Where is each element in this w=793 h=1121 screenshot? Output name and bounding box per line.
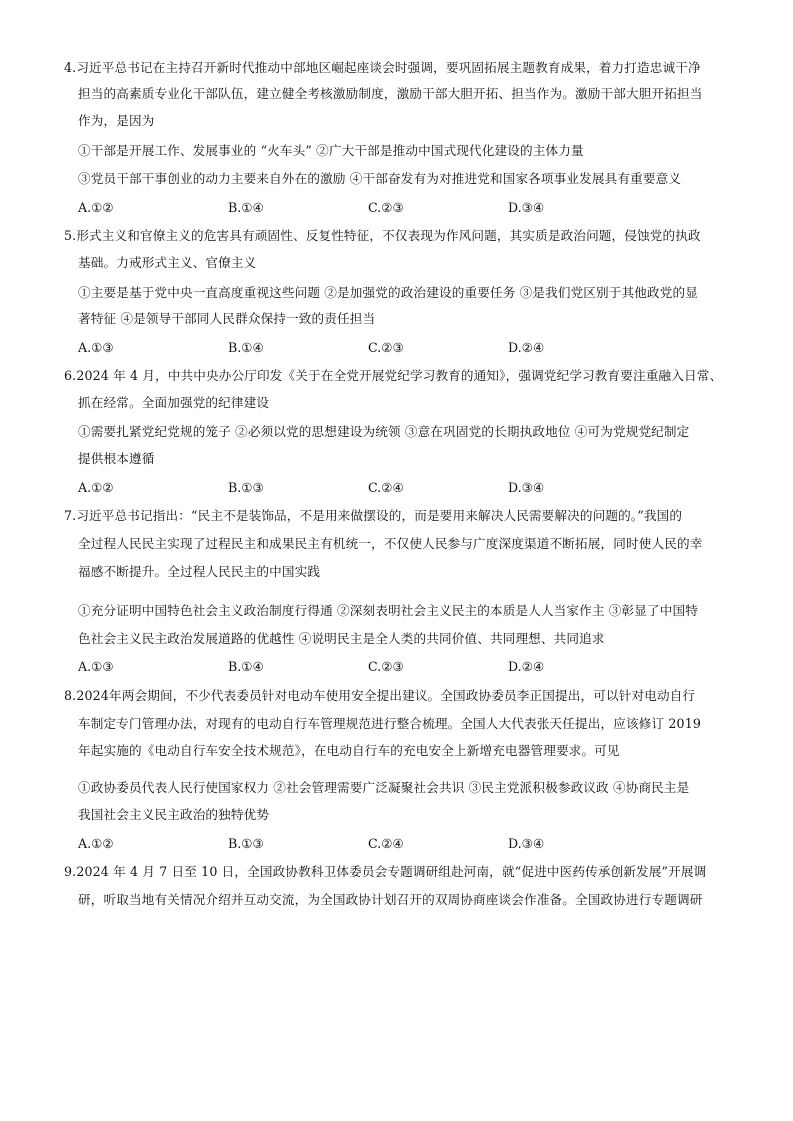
q7-line-3: 福感不断提升。全过程人民民主的中国实践 xyxy=(78,564,321,579)
q8-line-1: 8.2024年两会期间，不少代表委员针对电动车使用安全提出建议。全国政协委员李正国提出，可以针对电动自行 xyxy=(64,688,696,703)
q7-option-c: C.②③ xyxy=(368,659,404,674)
q6-line-3: ①需要扎紧党纪党规的笼子 ②必须以党的思想建设为统领 ③意在巩固党的长期执政地位 ④可为党规党纪制定 xyxy=(78,424,690,439)
q8-option-a: A.①② xyxy=(78,836,114,851)
q5-line-2: 基础。力戒形式主义、官僚主义 xyxy=(78,255,257,270)
q4-line-2: 担当的高素质专业化干部队伍，建立健全考核激励制度，激励干部大胆开拓、担当作为。激励干部大胆开拓担当 xyxy=(78,86,703,101)
q5-line-1: 5.形式主义和官僚主义的危害具有顽固性、反复性特征，不仅表现为作风问题，其实质是政治问题，侵蚀党的执政 xyxy=(64,228,701,243)
q6-line-1: 6.2024 年 4 月，中共中央办公厅印发《关于在全党开展党纪学习教育的通知》，强调党纪学习教育要注重融入日常、 xyxy=(64,368,723,383)
q8-option-c: C.②④ xyxy=(368,836,404,851)
q4-option-d: D.③④ xyxy=(508,200,545,215)
q4-option-c: C.②③ xyxy=(368,200,404,215)
q8-option-b: B.①③ xyxy=(228,836,264,851)
q7-line-5: 色社会主义民主政治发展道路的优越性 ④说明民主是全人类的共同价值、共同理想、共同追求 xyxy=(78,631,605,646)
q7-line-2: 全过程人民民主实现了过程民主和成果民主有机统一，不仅使人民参与广度深度渠道不断拓展，同时使人民的幸 xyxy=(78,536,703,551)
q8-line-5: 我国社会主义民主政治的独特优势 xyxy=(78,807,270,822)
q7-line-1: 7.习近平总书记指出：“民主不是装饰品，不是用来做摆设的，而是要用来解决人民需要解决的问题的。”我国的 xyxy=(64,508,683,523)
q5-option-c: C.②③ xyxy=(368,340,404,355)
q5-option-d: D.②④ xyxy=(508,340,545,355)
q6-option-a: A.①② xyxy=(78,480,114,495)
q4-line-5: ③党员干部干事创业的动力主要来自外在的激励 ④干部奋发有为对推进党和国家各项事业发展具有重要意义 xyxy=(78,171,682,186)
q8-line-3: 年起实施的《电动自行车安全技术规范》，在电动自行车的充电安全上新增充电器管理要求。可见 xyxy=(78,743,620,758)
q8-option-d: D.③④ xyxy=(508,836,545,851)
q8-line-4: ①政协委员代表人民行使国家权力 ②社会管理需要广泛凝聚社会共识 ③民主党派积极参政议政 ④协商民主是 xyxy=(78,780,690,795)
q7-option-b: B.①④ xyxy=(228,659,264,674)
q4-line-3: 作为，是因为 xyxy=(78,113,155,128)
q4-option-a: A.①② xyxy=(78,200,114,215)
q4-line-1: 4.习近平总书记在主持召开新时代推动中部地区崛起座谈会时强调，要巩固拓展主题教育成果，着力打造忠诚干净 xyxy=(64,60,701,75)
q5-line-4: 著特征 ④是领导干部同人民群众保持一致的责任担当 xyxy=(78,311,376,326)
q7-line-4: ①充分证明中国特色社会主义政治制度行得通 ②深刻表明社会主义民主的本质是人人当家作主 ③彰显了中国特 xyxy=(78,603,699,618)
q5-option-b: B.①④ xyxy=(228,340,264,355)
q9-line-1: 9.2024 年 4 月 7 日至 10 日，全国政协教科卫体委员会专题调研组赴河南，就“促进中医药传承创新发展”开展调 xyxy=(64,864,707,879)
q5-line-3: ①主要是基于党中央一直高度重视这些问题 ②是加强党的政治建设的重要任务 ③是我们党区别于其他政党的显 xyxy=(78,285,699,300)
q5-option-a: A.①③ xyxy=(78,340,114,355)
q6-option-c: C.②④ xyxy=(368,480,404,495)
q6-option-b: B.①③ xyxy=(228,480,264,495)
q8-line-2: 车制定专门管理办法，对现有的电动自行车管理规范进行整合梳理。全国人大代表张天任提出，应该修订 2019 xyxy=(78,716,702,731)
q7-option-d: D.②④ xyxy=(508,659,545,674)
q7-option-a: A.①③ xyxy=(78,659,114,674)
q4-line-4: ①干部是开展工作、发展事业的 “火车头” ②广大干部是推动中国式现代化建设的主体力量 xyxy=(78,143,584,158)
q6-option-d: D.③④ xyxy=(508,480,545,495)
q4-option-b: B.①④ xyxy=(228,200,264,215)
q6-line-4: 提供根本遵循 xyxy=(78,451,155,466)
q6-line-2: 抓在经常。全面加强党的纪律建设 xyxy=(78,395,270,410)
q9-line-2: 研，听取当地有关情况介绍并互动交流，为全国政协计划召开的双周协商座谈会作准备。全国政协进行专题调研 xyxy=(78,892,703,907)
